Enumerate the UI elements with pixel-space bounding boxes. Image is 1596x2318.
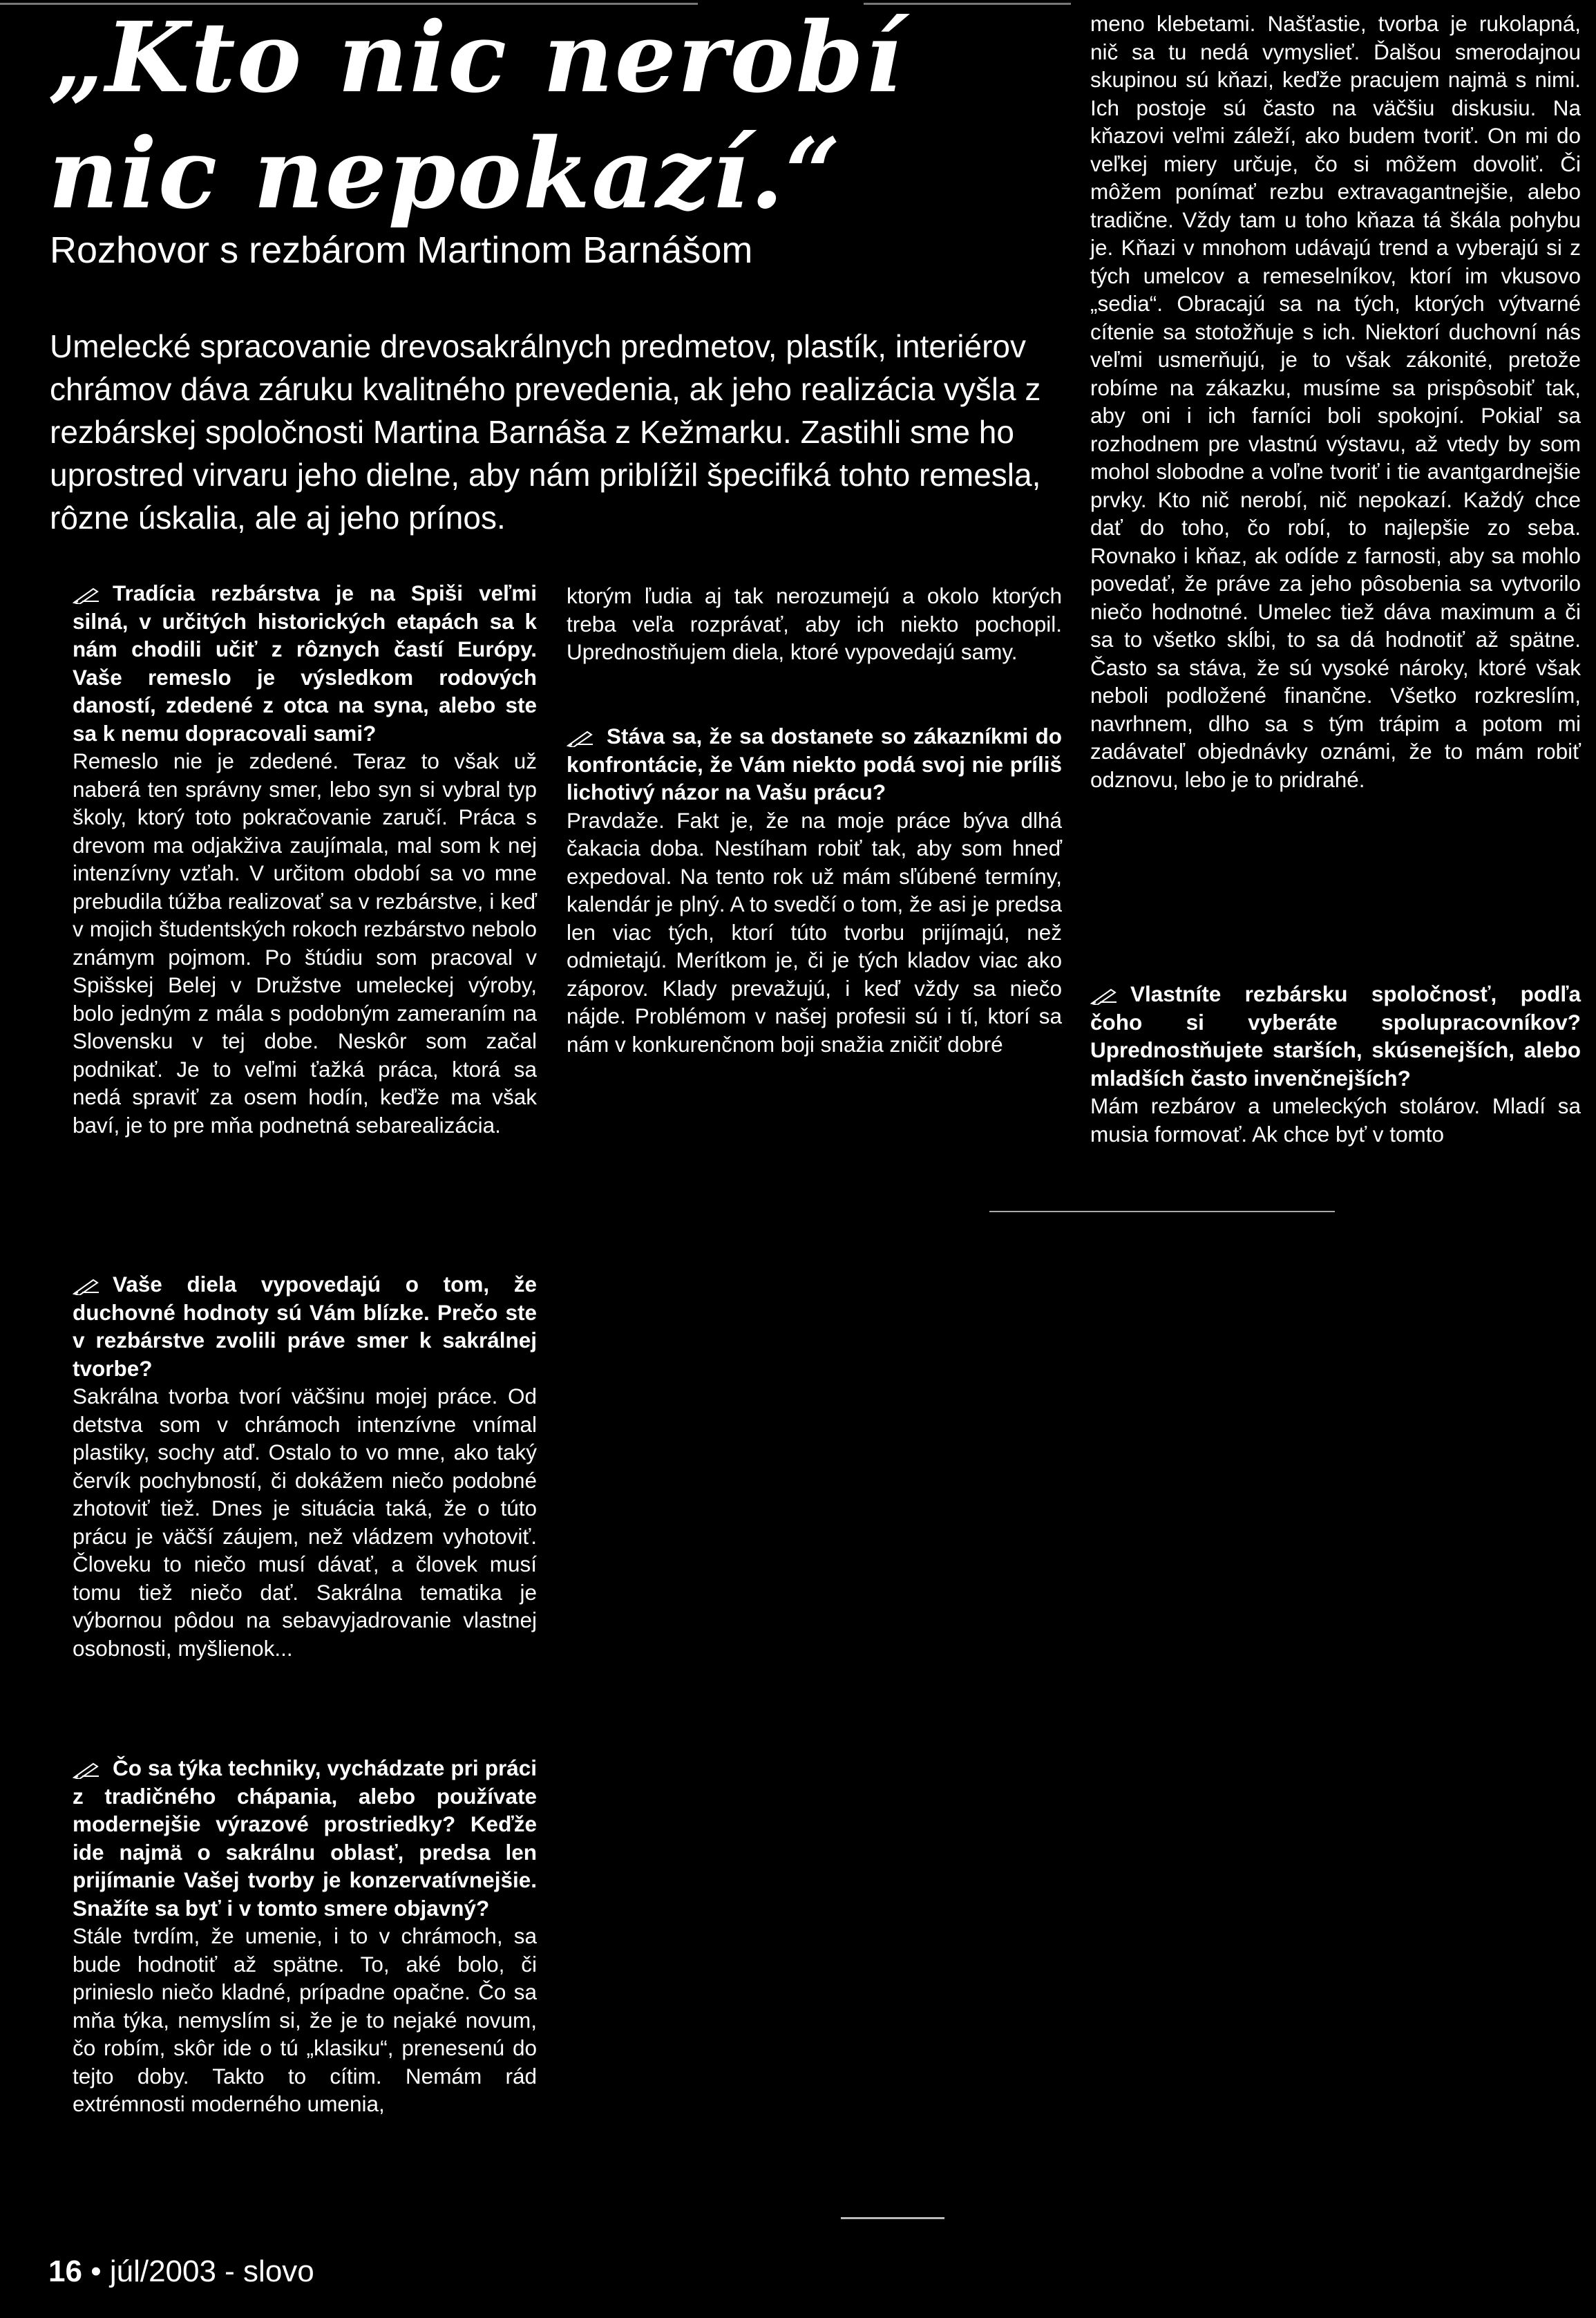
title-line-1: „Kto nic nerobí [48,1,904,115]
issue-label: júl/2003 - slovo [109,2254,314,2288]
question-3 [73,1754,537,1922]
pen-writing-icon [73,586,100,604]
column-1-bottom [73,1754,537,2118]
question-4 [567,722,1062,807]
column-2-top [567,582,1062,666]
answer-4-continued: meno klebetami. Našťastie, tvorba je rukolapná, nič sa tu nedá vymyslieť. Ďalšou smerodajnou skupinou sú kňazi, keďže pracujem najmä s nimi. Ich postoje sú často na väčšiu diskusiu. Na kňazovi veľmi záleží, ako budem tvoriť. On mi do veľkej miery určuje, čo si môžem dovoliť. Či môžem ponímať rezbu extravagantnejšie, alebo tradične. Vždy tam u toho kňaza tá škála pohybu je. Kňazi v mnohom udávajú trend a vyberajú si z tých umelcov a remeselníkov, ktorí im vkusovo „sedia“. Obracajú sa na tých, ktorých výtvarné cítenie sa stotožňuje s ich. Niektorí duchovní nás veľmi usmerňujú, je to však zákonité, pretože robíme na zákazku, musíme sa prispôsobiť tak, aby oni i ich farníci boli spokojní. Pokiaľ sa rozhodnem pre vlastnú výstavu, až vtedy by som mohol slobodne a voľne tvoriť i tie avantgardnejšie prvky. Kto nič nerobí, nič nepokazí. Každý chce dať do toho, čo robí, to najlepšie zo seba. Rovnako i kňaz, ak odíde z farnosti, aby sa mohlo povedať, že práve za jeho pôsobenia sa vytvorilo niečo hodnotné. Umelec tiež dáva maximum a či sa to všetko skĺbi, to sa dá hodnotiť až spätne. Často sa stáva, že sú vysoké nároky, ktoré však neboli podložené finančne. Všetko rozkreslím, navrhnem, dlho sa s tým trápim a potom mi zadávateľ objednávky oznámi, že to mám robiť odznovu, lebo je to pridrahé. [1090,11,1581,792]
answer-3-continued: ktorým ľudia aj tak nerozumejú a okolo ktorých treba veľa rozprávať, aby ich niekto pochopil. Uprednostňujem diela, ktoré vypovedajú samy. [567,583,1062,664]
question-1 [73,579,537,747]
article-subtitle: Rozhovor s rezbárom Martinom Barnášom [50,229,753,271]
question-2 [73,1270,537,1382]
answer-2: Sakrálna tvorba tvorí väčšinu mojej práce. Od detstva som v chrámoch intenzívne vnímal plastiky, sochy atď. Ostalo to vo mne, ako taký červík pochybností, či dokážem niečo podobné zhotoviť tiež. Dnes je situácia taká, že o túto prácu je väčší záujem, než vládzem vyhotoviť. Človeku to niečo musí dávať, a človek musí tomu tiež niečo dať. Sakrálna tematika je výbornou pôdou na sebavyjadrovanie vlastnej osobnosti, myšlienok... [73,1384,537,1661]
pen-writing-icon [73,1761,100,1779]
question-4-text: Stáva sa, že sa dostanete so zákazníkmi do konfrontácie, že Vám niekto podá svoj nie príliš lichotivý názor na Vašu prácu? [567,724,1062,804]
answer-1: Remeslo nie je zdedené. Teraz to však už naberá ten správny smer, lebo syn si vybral typ školy, ktorý toto pokračovanie zaručí. Práca s drevom ma odjakživa zaujímala, mal som k nej intenzívny vzťah. V určitom období sa vo mne prebudila túžba realizovať sa v rezbárstve, i keď v mojich študentských rokoch rezbárstvo nebolo známym pojmom. Po štúdiu som pracoval v Spišskej Belej v Družstve umeleckej výroby, bolo jedným z mála s podobným zameraním na Slovensku v tej dobe. Neskôr som začal podnikať. Je to veľmi ťažká práca, ktorá sa nedá spraviť za osem hodín, keďže ma však baví, je to pre mňa podnetná sebarealizácia. [73,748,537,1138]
pen-writing-icon [567,729,594,747]
footer-bullet: • [91,2254,102,2288]
column-3-top [1090,10,1581,793]
pen-writing-icon [1090,987,1118,1005]
question-3-text: Čo sa týka techniky, vychádzate pri práci z tradičného chápania, alebo používate modernejšie výrazové prostriedky? Keďže ide najmä o sakrálnu oblasť, predsa len prijímanie Vašej tvorby je konzervatívnejšie. Snažíte sa byť i v tomto smere objavný? [73,1755,537,1921]
column-1-middle [73,1270,537,1662]
article-title [48,0,1050,232]
question-1-text: Tradícia rezbárstva je na Spiši veľmi silná, v určitých historických etapách sa k nám chodili učiť z rôznych častí Európy. Vaše remeslo je výsledkom rodových daností, zdedené z otca na syna, alebo ste sa k nemu dopracovali sami? [73,581,537,746]
lead-text: Umelecké spracovanie drevosakrálnych predmetov, plastík, interiérov chrámov dáva záruku kvalitného prevedenia, ak jeho realizácia vyšla z rezbárskej spoločnosti Martina Barnáša z Kežmarku. Zastihli sme ho uprostred virvaru jeho dielne, aby nám priblížil špecifiká tohto remesla, rôzne úskalia, ale aj jeho prínos. [50,328,1041,536]
answer-4: Pravdaže. Fakt je, že na moje práce býva dlhá čakacia doba. Nestíham robiť tak, aby som hneď expedoval. Na tento rok už mám sľúbené termíny, kalendár je plný. A to svedčí o tom, že asi je predsa len viac tých, ktorí túto tvorbu prijímajú, než odmietajú. Merítkom je, či je tých kladov viac ako záporov. Klady prevažujú, i keď vždy sa niečo nájde. Problémom v našej profesii sú i tí, ktorí sa nám v konkurenčnom boji snažia zničiť dobré [567,807,1062,1057]
question-2-text: Vaše diela vypovedajú o tom, že duchovné hodnoty sú Vám blízke. Prečo ste v rezbárstve zvolili práve smer k sakrálnej tvorbe? [73,1272,537,1381]
answer-5: Mám rezbárov a umeleckých stolárov. Mladí sa musia formovať. Ak chce byť v tomto [1090,1093,1581,1147]
column-end-rule [989,1211,1335,1212]
answer-3: Stále tvrdím, že umenie, i to v chrámoch, sa bude hodnotiť až spätne. To, aké bolo, či prinieslo niečo kladné, prípadne opačne. Čo sa mňa týka, nemyslím si, že je to nejaké novum, čo robím, skôr ide o tú „klasiku“, prenesenú do tejto doby. Takto to cítim. Nemám rád extrémnosti moderného umenia, [73,1923,537,2116]
column-1-top [73,579,537,1139]
title-line-2: nic nepokazí.“ [48,117,842,231]
pen-writing-icon [73,1277,100,1295]
column-2-bottom [567,722,1062,1058]
column-end-rule-bottom [841,2217,944,2219]
page-number: 16 [48,2254,82,2288]
page-footer [48,2254,314,2289]
question-5 [1090,980,1581,1092]
column-3-bottom [1090,980,1581,1148]
question-5-text: Vlastníte rezbársku spoločnosť, podľa čoho si vyberáte spolupracovníkov? Uprednostňujete starších, skúsenejších, alebo mladších často invenčnejších? [1090,981,1581,1091]
lead-paragraph [50,325,1072,539]
